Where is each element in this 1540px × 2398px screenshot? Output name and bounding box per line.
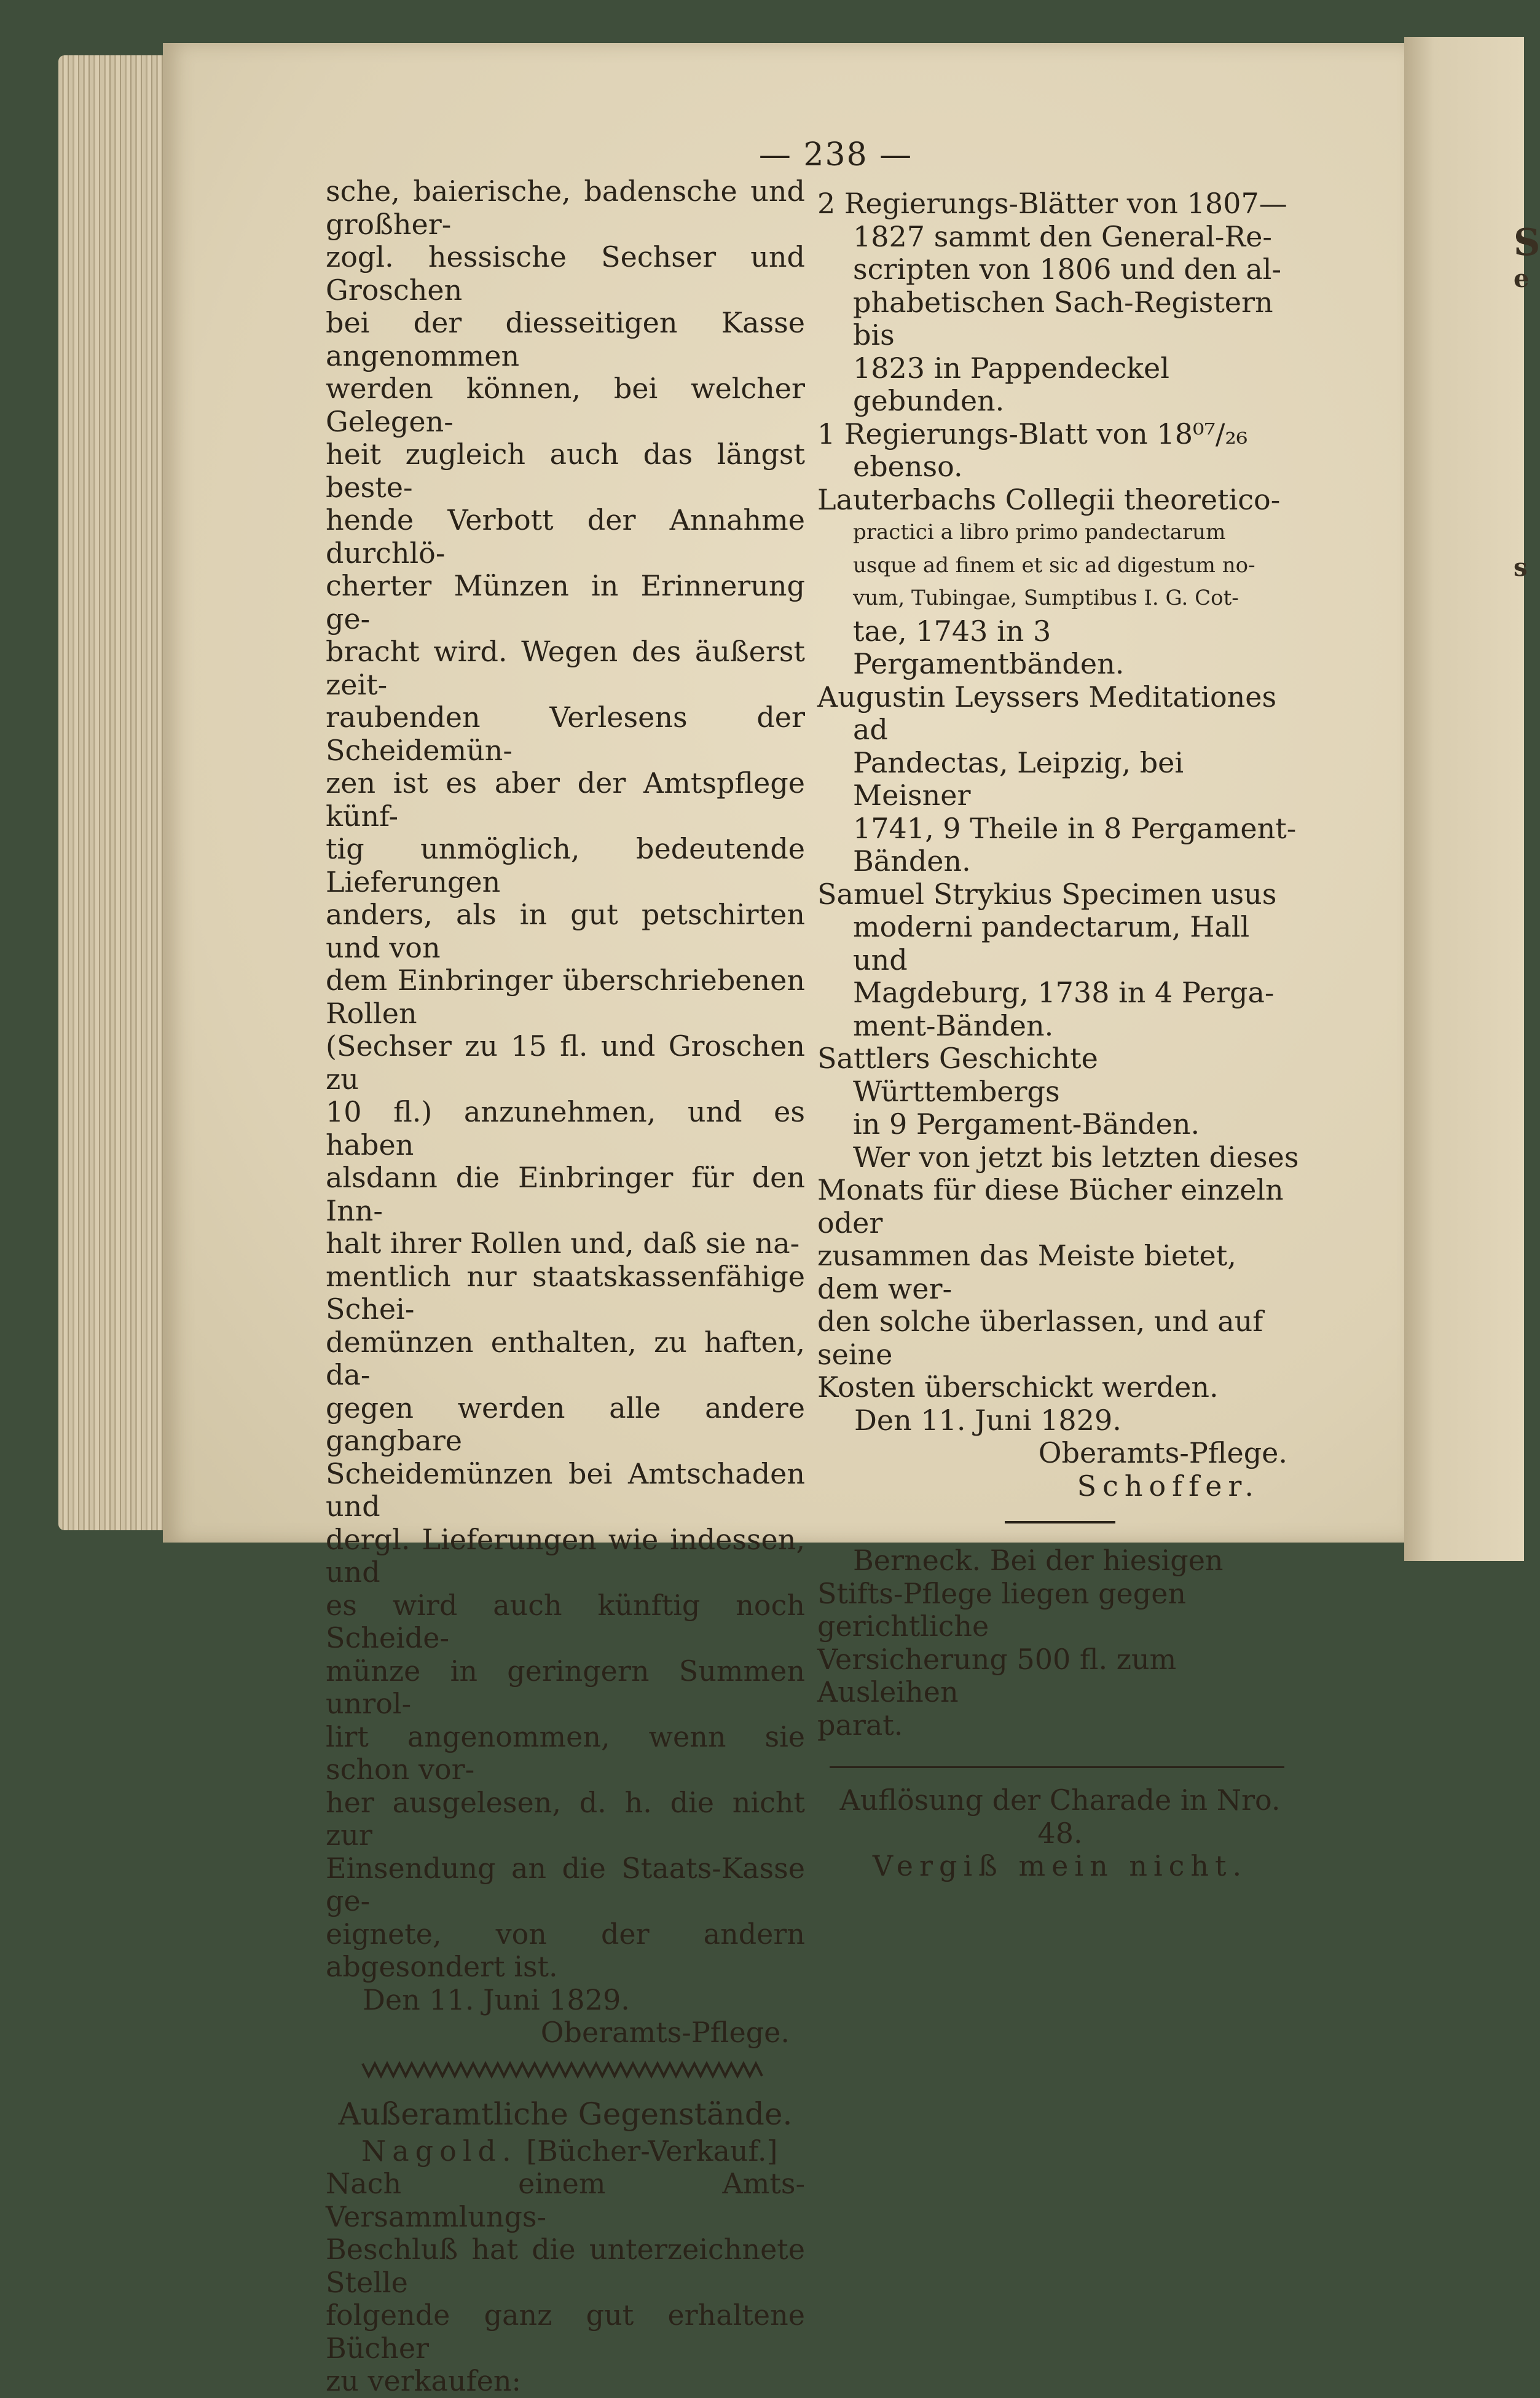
offer-date: Den 11. Juni 1829. xyxy=(854,1403,1122,1437)
section-divider xyxy=(830,1766,1284,1768)
book-entry xyxy=(817,878,1303,1043)
next-page-edge xyxy=(1404,37,1540,1561)
text-line: münze in geringern Summen unrol- xyxy=(326,1654,805,1720)
next-page-fragment: s xyxy=(1514,553,1528,582)
text-line: 1823 in Pappendeckel gebunden. xyxy=(853,351,1169,417)
text-line: tig unmöglich, bedeutende Lieferungen xyxy=(326,832,805,898)
text-line: sche, baierische, badensche und großher- xyxy=(326,175,805,241)
text-line: Kosten überschickt werden. xyxy=(817,1370,1219,1404)
next-page-fragment: S xyxy=(1514,221,1540,264)
text-line: Versicherung 500 fl. zum Ausleihen xyxy=(817,1642,1177,1708)
nagold-line xyxy=(326,2135,805,2168)
text-line: 1741, 9 Theile in 8 Pergament- xyxy=(853,811,1297,845)
left-column xyxy=(326,175,805,2398)
text-line: Scheidemünzen bei Amtschaden und xyxy=(326,1456,805,1523)
text-line: lirt angenommen, wenn sie schon vor- xyxy=(326,1720,805,1786)
text-line: zen ist es aber der Amtspflege künf- xyxy=(326,766,805,833)
notice-date: Den 11. Juni 1829. xyxy=(363,1983,630,2016)
text-line: bracht wird. Wegen des äußerst zeit- xyxy=(326,635,805,701)
place-name: Nagold. xyxy=(361,2134,517,2168)
notice-signature: Oberamts-Pflege. xyxy=(540,2016,790,2049)
text-line: es wird auch künftig noch Scheide- xyxy=(326,1588,805,1654)
text-line: (Sechser zu 15 fl. und Groschen zu xyxy=(326,1029,805,1096)
text-line: eignete, von der andern abgesondert ist. xyxy=(326,1917,805,1983)
text-line: anders, als in gut petschirten und von xyxy=(326,898,805,964)
text-line: Bänden. xyxy=(853,844,971,878)
section-divider xyxy=(1005,1521,1115,1523)
text-line: zogl. hessische Sechser und Groschen xyxy=(326,240,805,307)
text-line: Monats für diese Bücher einzeln oder xyxy=(817,1173,1284,1240)
text-line: Augustin Leyssers Meditationes ad xyxy=(817,680,1277,746)
text-line: Beschluß hat die unterzeichnete Stelle xyxy=(326,2233,805,2299)
text-line: vum, Tubingae, Sumptibus I. G. Cot- xyxy=(853,586,1239,610)
text-line: zu verkaufen: xyxy=(326,2364,521,2397)
book-entry xyxy=(817,418,1303,484)
text-line: 1 Regierungs-Blatt von 18⁰⁷/₂₆ xyxy=(817,417,1248,450)
text-line: cherter Münzen in Erinnerung ge- xyxy=(326,569,805,635)
charade-title: Auflösung der Charade in Nro. 48. xyxy=(839,1783,1281,1850)
text-line: phabetischen Sach-Registern bis xyxy=(853,285,1273,352)
text-line: Magdeburg, 1738 in 4 Perga- xyxy=(853,976,1275,1009)
nagold-category: [Bücher-Verkauf.] xyxy=(526,2134,778,2168)
nagold-notice xyxy=(326,2135,805,2398)
wavy-divider xyxy=(363,2061,762,2079)
text-line: moderni pandectarum, Hall und xyxy=(853,910,1250,977)
text-line: 1827 sammt den General-Re- xyxy=(853,219,1272,253)
text-line: Berneck. Bei der hiesigen xyxy=(853,1544,1224,1577)
text-line: mentlich nur staatskassenfähige Schei- xyxy=(326,1259,805,1326)
book-entry xyxy=(817,681,1303,878)
book-entry xyxy=(817,1042,1303,1141)
section-heading: Außeramtliche Gegenstände. xyxy=(338,2096,793,2132)
text-line: heit zugleich auch das längst beste- xyxy=(326,438,805,504)
currency-notice-paragraph xyxy=(326,175,805,1984)
text-line: alsdann die Einbringer für den Inn- xyxy=(326,1161,805,1227)
text-line: demünzen enthalten, zu haften, da- xyxy=(326,1325,805,1391)
text-line: usque ad finem et sic ad digestum no- xyxy=(853,552,1255,578)
text-line: Einsendung an die Staats-Kasse ge- xyxy=(326,1851,805,1917)
offer-signature: Oberamts-Pflege. xyxy=(1038,1436,1287,1469)
text-line: parat. xyxy=(817,1708,903,1742)
offer-paragraph xyxy=(817,1141,1303,1404)
right-column xyxy=(817,187,1303,1883)
text-line: Wer von jetzt bis letzten dieses xyxy=(853,1140,1299,1174)
text-line: her ausgelesen, d. h. die nicht zur xyxy=(326,1785,805,1852)
text-line: Lauterbachs Collegii theoretico- xyxy=(817,482,1281,516)
text-line: ebenso. xyxy=(853,450,963,483)
text-line: dem Einbringer überschriebenen Rollen xyxy=(326,964,805,1030)
text-line: gegen werden alle andere gangbare xyxy=(326,1391,805,1457)
text-line: Pandectas, Leipzig, bei Meisner xyxy=(853,745,1184,812)
text-line: werden können, bei welcher Gelegen- xyxy=(326,372,805,438)
text-line: scripten von 1806 und den al- xyxy=(853,253,1282,286)
book-entry xyxy=(817,484,1303,681)
text-line: 2 Regierungs-Blätter von 1807— xyxy=(817,187,1287,220)
text-line: Nach einem Amts-Versammlungs- xyxy=(326,2167,805,2233)
text-line: Sattlers Geschichte Württembergs xyxy=(817,1042,1098,1108)
text-line: ment-Bänden. xyxy=(853,1008,1054,1042)
text-line: bei der diesseitigen Kasse angenommen xyxy=(326,306,805,372)
offer-signer: Schoffer. xyxy=(1077,1469,1260,1503)
text-line: den solche überlassen, und auf seine xyxy=(817,1305,1263,1371)
text-line: hende Verbott der Annahme durchlö- xyxy=(326,503,805,570)
berneck-notice xyxy=(817,1544,1303,1742)
text-line: zusammen das Meiste bietet, dem wer- xyxy=(817,1239,1236,1305)
charade-answer: Vergiß mein nicht. xyxy=(872,1849,1248,1882)
text-line: Samuel Strykius Specimen usus xyxy=(817,877,1277,911)
text-line: in 9 Pergament-Bänden. xyxy=(853,1107,1200,1141)
text-line: dergl. Lieferungen wie indessen, und xyxy=(326,1522,805,1589)
text-line: Stifts-Pflege liegen gegen gerichtliche xyxy=(817,1576,1187,1643)
page-number: — 238 — xyxy=(758,136,913,173)
text-line: halt ihrer Rollen und, daß sie na- xyxy=(326,1227,800,1260)
text-line: practici a libro primo pandectarum xyxy=(853,520,1226,544)
text-line: tae, 1743 in 3 Pergamentbänden. xyxy=(853,614,1125,680)
next-page-fragment: e xyxy=(1514,264,1530,293)
book-page-edges xyxy=(58,55,169,1530)
text-line: raubenden Verlesens der Scheidemün- xyxy=(326,701,805,767)
book-entry xyxy=(817,187,1303,418)
text-line: 10 fl.) anzunehmen, und es haben xyxy=(326,1095,805,1162)
text-line: folgende ganz gut erhaltene Bücher xyxy=(326,2298,805,2365)
